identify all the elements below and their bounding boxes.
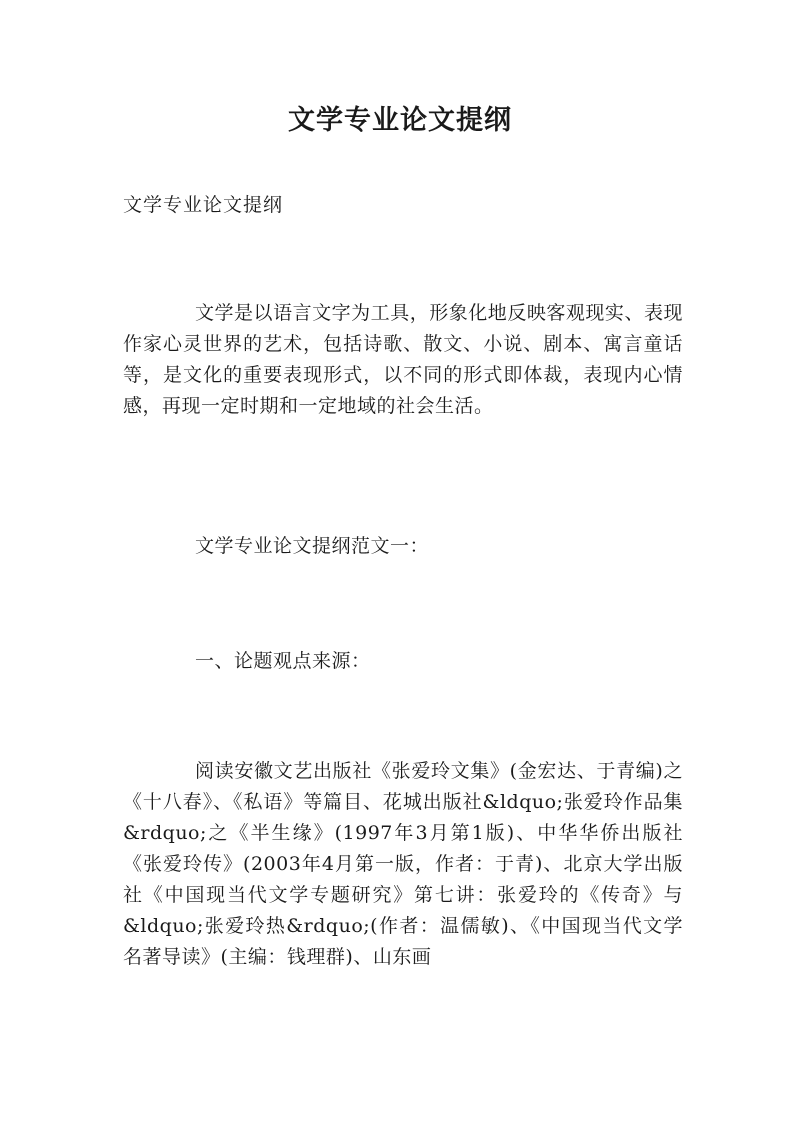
document-title: 文学专业论文提纲 <box>288 105 512 136</box>
paragraph-intro: 文学是以语言文字为工具，形象化地反映客观现实、表现作家心灵世界的艺术，包括诗歌、散文、小说、剧本、寓言童话等，是文化的重要表现形式，以不同的形式即体裁，表现内心情感，再现一定时期和一定地域的社会生活。 <box>123 302 683 417</box>
document-subtitle: 文学专业论文提纲 <box>123 194 284 216</box>
paragraph-section-heading: 一、论题观点来源： <box>195 650 371 672</box>
paragraph-sample-heading: 文学专业论文提纲范文一： <box>195 535 430 557</box>
paragraph-sources: 阅读安徽文艺出版社《张爱玲文集》(金宏达、于青编)之《十八春》、《私语》等篇目、花城出版社&ldquo;张爱玲作品集&rdquo;之《半生缘》(1997年3月第1版)、中华华侨出版社《张爱玲传》(2003年4月第一版，作者：于青)、北京大学出版社《中国现当代文学专题研究》第七讲：张爱玲的《传奇》与&ldquo;张爱玲热&rdquo;(作者：温儒敏)、《中国现当代文学名著导读》(主编：钱理群)、山东画 <box>123 760 683 968</box>
